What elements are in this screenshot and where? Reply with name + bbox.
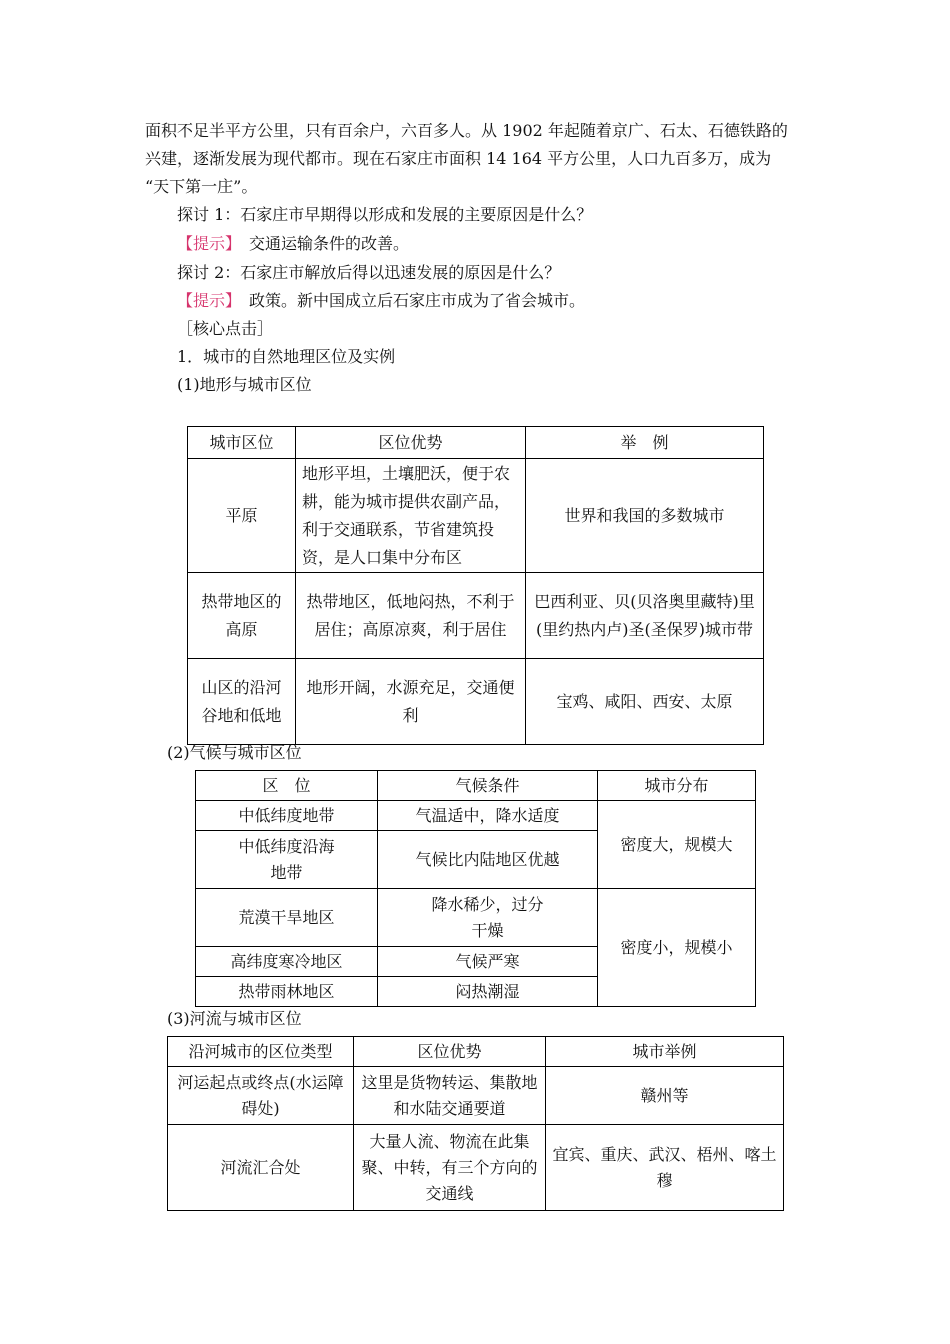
- table-header: 区位优势: [296, 427, 526, 459]
- table-cell: 闷热潮湿: [378, 977, 598, 1007]
- table-cell: 地形开阔，水源充足，交通便利: [296, 659, 526, 745]
- table-header: 城市区位: [188, 427, 296, 459]
- climate-table: [195, 770, 756, 1007]
- table-row: [196, 801, 756, 831]
- table-cell: 热带地区，低地闷热，不利于居住；高原凉爽，利于居住: [296, 573, 526, 659]
- table-cell: 气候严寒: [378, 947, 598, 977]
- table-cell: 平原: [188, 459, 296, 573]
- table-header: 举 例: [526, 427, 764, 459]
- intro-line-1: 面积不足半平方公里，只有百余户，六百多人。从 1902 年起随着京广、石太、石德铁路的: [145, 121, 788, 140]
- table-row: [196, 889, 756, 947]
- table-row: [188, 459, 764, 573]
- subsection-climate: (2)气候与城市区位: [167, 743, 302, 762]
- table-cell: 世界和我国的多数城市: [526, 459, 764, 573]
- intro-line-3: “天下第一庄”。: [145, 177, 258, 196]
- question-1: 探讨 1：石家庄市早期得以形成和发展的主要原因是什么？: [177, 205, 593, 224]
- table-header: 城市分布: [598, 771, 756, 801]
- table-cell: 巴西利亚、贝(贝洛奥里藏特)里(里约热内卢)圣(圣保罗)城市带: [526, 573, 764, 659]
- table-cell: 山区的沿河谷地和低地: [188, 659, 296, 745]
- table-row: [168, 1125, 784, 1211]
- intro-line-2: 兴建，逐渐发展为现代都市。现在石家庄市面积 14 164 平方公里，人口九百多万，成为: [145, 149, 772, 168]
- table-cell: 气候比内陆地区优越: [378, 831, 598, 889]
- table-cell: 高纬度寒冷地区: [196, 947, 378, 977]
- terrain-table: [187, 426, 764, 745]
- table-header: 区 位: [196, 771, 378, 801]
- table-cell: 气温适中，降水适度: [378, 801, 598, 831]
- answer-1-text: 交通运输条件的改善。: [249, 234, 410, 253]
- table-row: [188, 659, 764, 745]
- hint-label: 【提示】: [177, 234, 234, 253]
- table-cell: 河流汇合处: [168, 1125, 354, 1211]
- table-row: [168, 1067, 784, 1125]
- table-cell: 大量人流、物流在此集聚、中转，有三个方向的交通线: [354, 1125, 546, 1211]
- table-cell: 热带地区的高原: [188, 573, 296, 659]
- core-heading: ［核心点击］: [177, 319, 274, 338]
- table-cell: 密度小，规模小: [598, 889, 756, 1007]
- answer-2-text: 政策。新中国成立后石家庄市成为了省会城市。: [249, 291, 586, 310]
- table-cell: 宜宾、重庆、武汉、梧州、喀土穆: [546, 1125, 784, 1211]
- table-cell: 荒漠干旱地区: [196, 889, 378, 947]
- table-cell: 宝鸡、咸阳、西安、太原: [526, 659, 764, 745]
- table-cell: 地形平坦，土壤肥沃，便于农耕，能为城市提供农副产品，利于交通联系，节省建筑投资，是人口集中分布区: [296, 459, 526, 573]
- table-cell: 河运起点或终点(水运障碍处): [168, 1067, 354, 1125]
- table-header: 城市举例: [546, 1037, 784, 1067]
- table-cell: 赣州等: [546, 1067, 784, 1125]
- subsection-river: (3)河流与城市区位: [167, 1009, 302, 1028]
- table-header: 沿河城市的区位类型: [168, 1037, 354, 1067]
- table-cell: 这里是货物转运、集散地和水陆交通要道: [354, 1067, 546, 1125]
- question-2: 探讨 2：石家庄市解放后得以迅速发展的原因是什么？: [177, 263, 561, 282]
- table-row: [188, 573, 764, 659]
- table-cell: 密度大，规模大: [598, 801, 756, 889]
- table-cell: 降水稀少，过分干燥: [378, 889, 598, 947]
- table-header: 气候条件: [378, 771, 598, 801]
- table-cell: 热带雨林地区: [196, 977, 378, 1007]
- hint-label: 【提示】: [177, 291, 234, 310]
- river-table: [167, 1036, 784, 1211]
- table-cell: 中低纬度地带: [196, 801, 378, 831]
- answer-2: [177, 290, 585, 312]
- subsection-terrain: (1)地形与城市区位: [177, 375, 312, 394]
- section-1-heading: 1．城市的自然地理区位及实例: [177, 347, 396, 366]
- table-cell: 中低纬度沿海地带: [196, 831, 378, 889]
- table-header: 区位优势: [354, 1037, 546, 1067]
- answer-1: [177, 233, 409, 255]
